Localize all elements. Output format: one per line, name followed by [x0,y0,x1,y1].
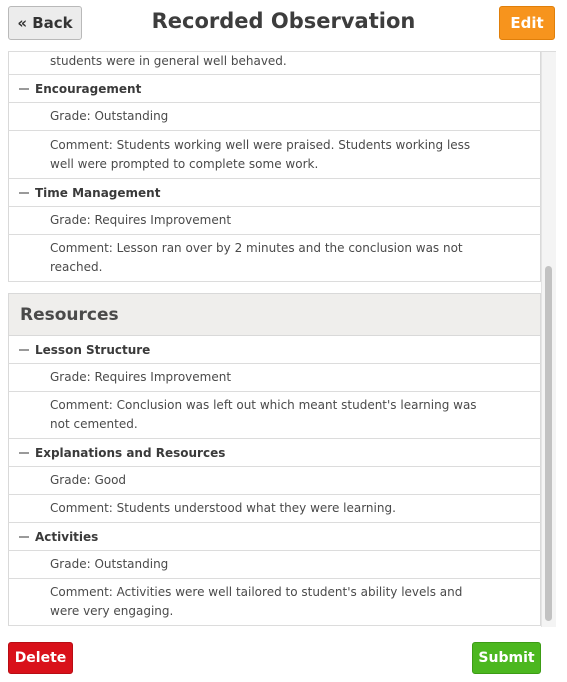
grade-row [8,364,541,392]
grade-row [8,551,541,579]
back-button[interactable]: « Back [8,6,82,40]
comment-text: Comment: Activities were well tailored to student's ability levels and were very engaging. [50,585,463,618]
criterion-row-encouragement[interactable] [8,75,541,103]
comment-text: students were in general well behaved. [50,54,287,68]
comment-row [8,392,541,439]
submit-button[interactable]: Submit [472,642,541,674]
comment-text: Comment: Students understood what they were learning. [50,501,396,515]
grade-text: Grade: Requires Improvement [50,370,232,384]
minus-icon[interactable] [19,88,29,90]
criterion-row-time-management[interactable] [8,179,541,207]
criterion-name: Activities [35,529,99,544]
observation-scroll-area[interactable] [8,52,556,627]
criterion-name: Lesson Structure [35,342,151,357]
grade-text: Grade: Requires Improvement [50,213,232,227]
criterion-name: Explanations and Resources [35,445,226,460]
criterion-row-explanations[interactable] [8,439,541,467]
criterion-name: Time Management [35,185,161,200]
criterion-row-lesson-structure[interactable] [8,336,541,364]
comment-row-partial [8,52,541,75]
header-bar [0,0,567,52]
page-title: Recorded Observation [151,9,416,33]
minus-icon[interactable] [19,192,29,194]
edit-button[interactable]: Edit [499,6,555,40]
comment-text: Comment: Lesson ran over by 2 minutes and the conclusion was not reached. [50,241,463,274]
minus-icon[interactable] [19,536,29,538]
comment-row [8,495,541,523]
comment-row [8,131,541,179]
grade-row [8,207,541,235]
grade-text: Grade: Outstanding [50,109,169,123]
grade-row [8,103,541,131]
minus-icon[interactable] [19,452,29,454]
comment-row [8,235,541,282]
comment-text: Comment: Conclusion was left out which meant student's learning was not cemented. [50,398,477,431]
grade-row [8,467,541,495]
comment-text: Comment: Students working well were praised. Students working less well were prompted to complete some work. [50,137,471,171]
grade-text: Grade: Good [50,473,127,487]
delete-button[interactable]: Delete [8,642,73,674]
scrollbar-thumb[interactable] [545,266,552,621]
comment-row [8,579,541,626]
criterion-row-activities[interactable] [8,523,541,551]
minus-icon[interactable] [19,349,29,351]
criterion-name: Encouragement [35,81,142,96]
section-header-resources: Resources [8,293,541,336]
grade-text: Grade: Outstanding [50,557,169,571]
